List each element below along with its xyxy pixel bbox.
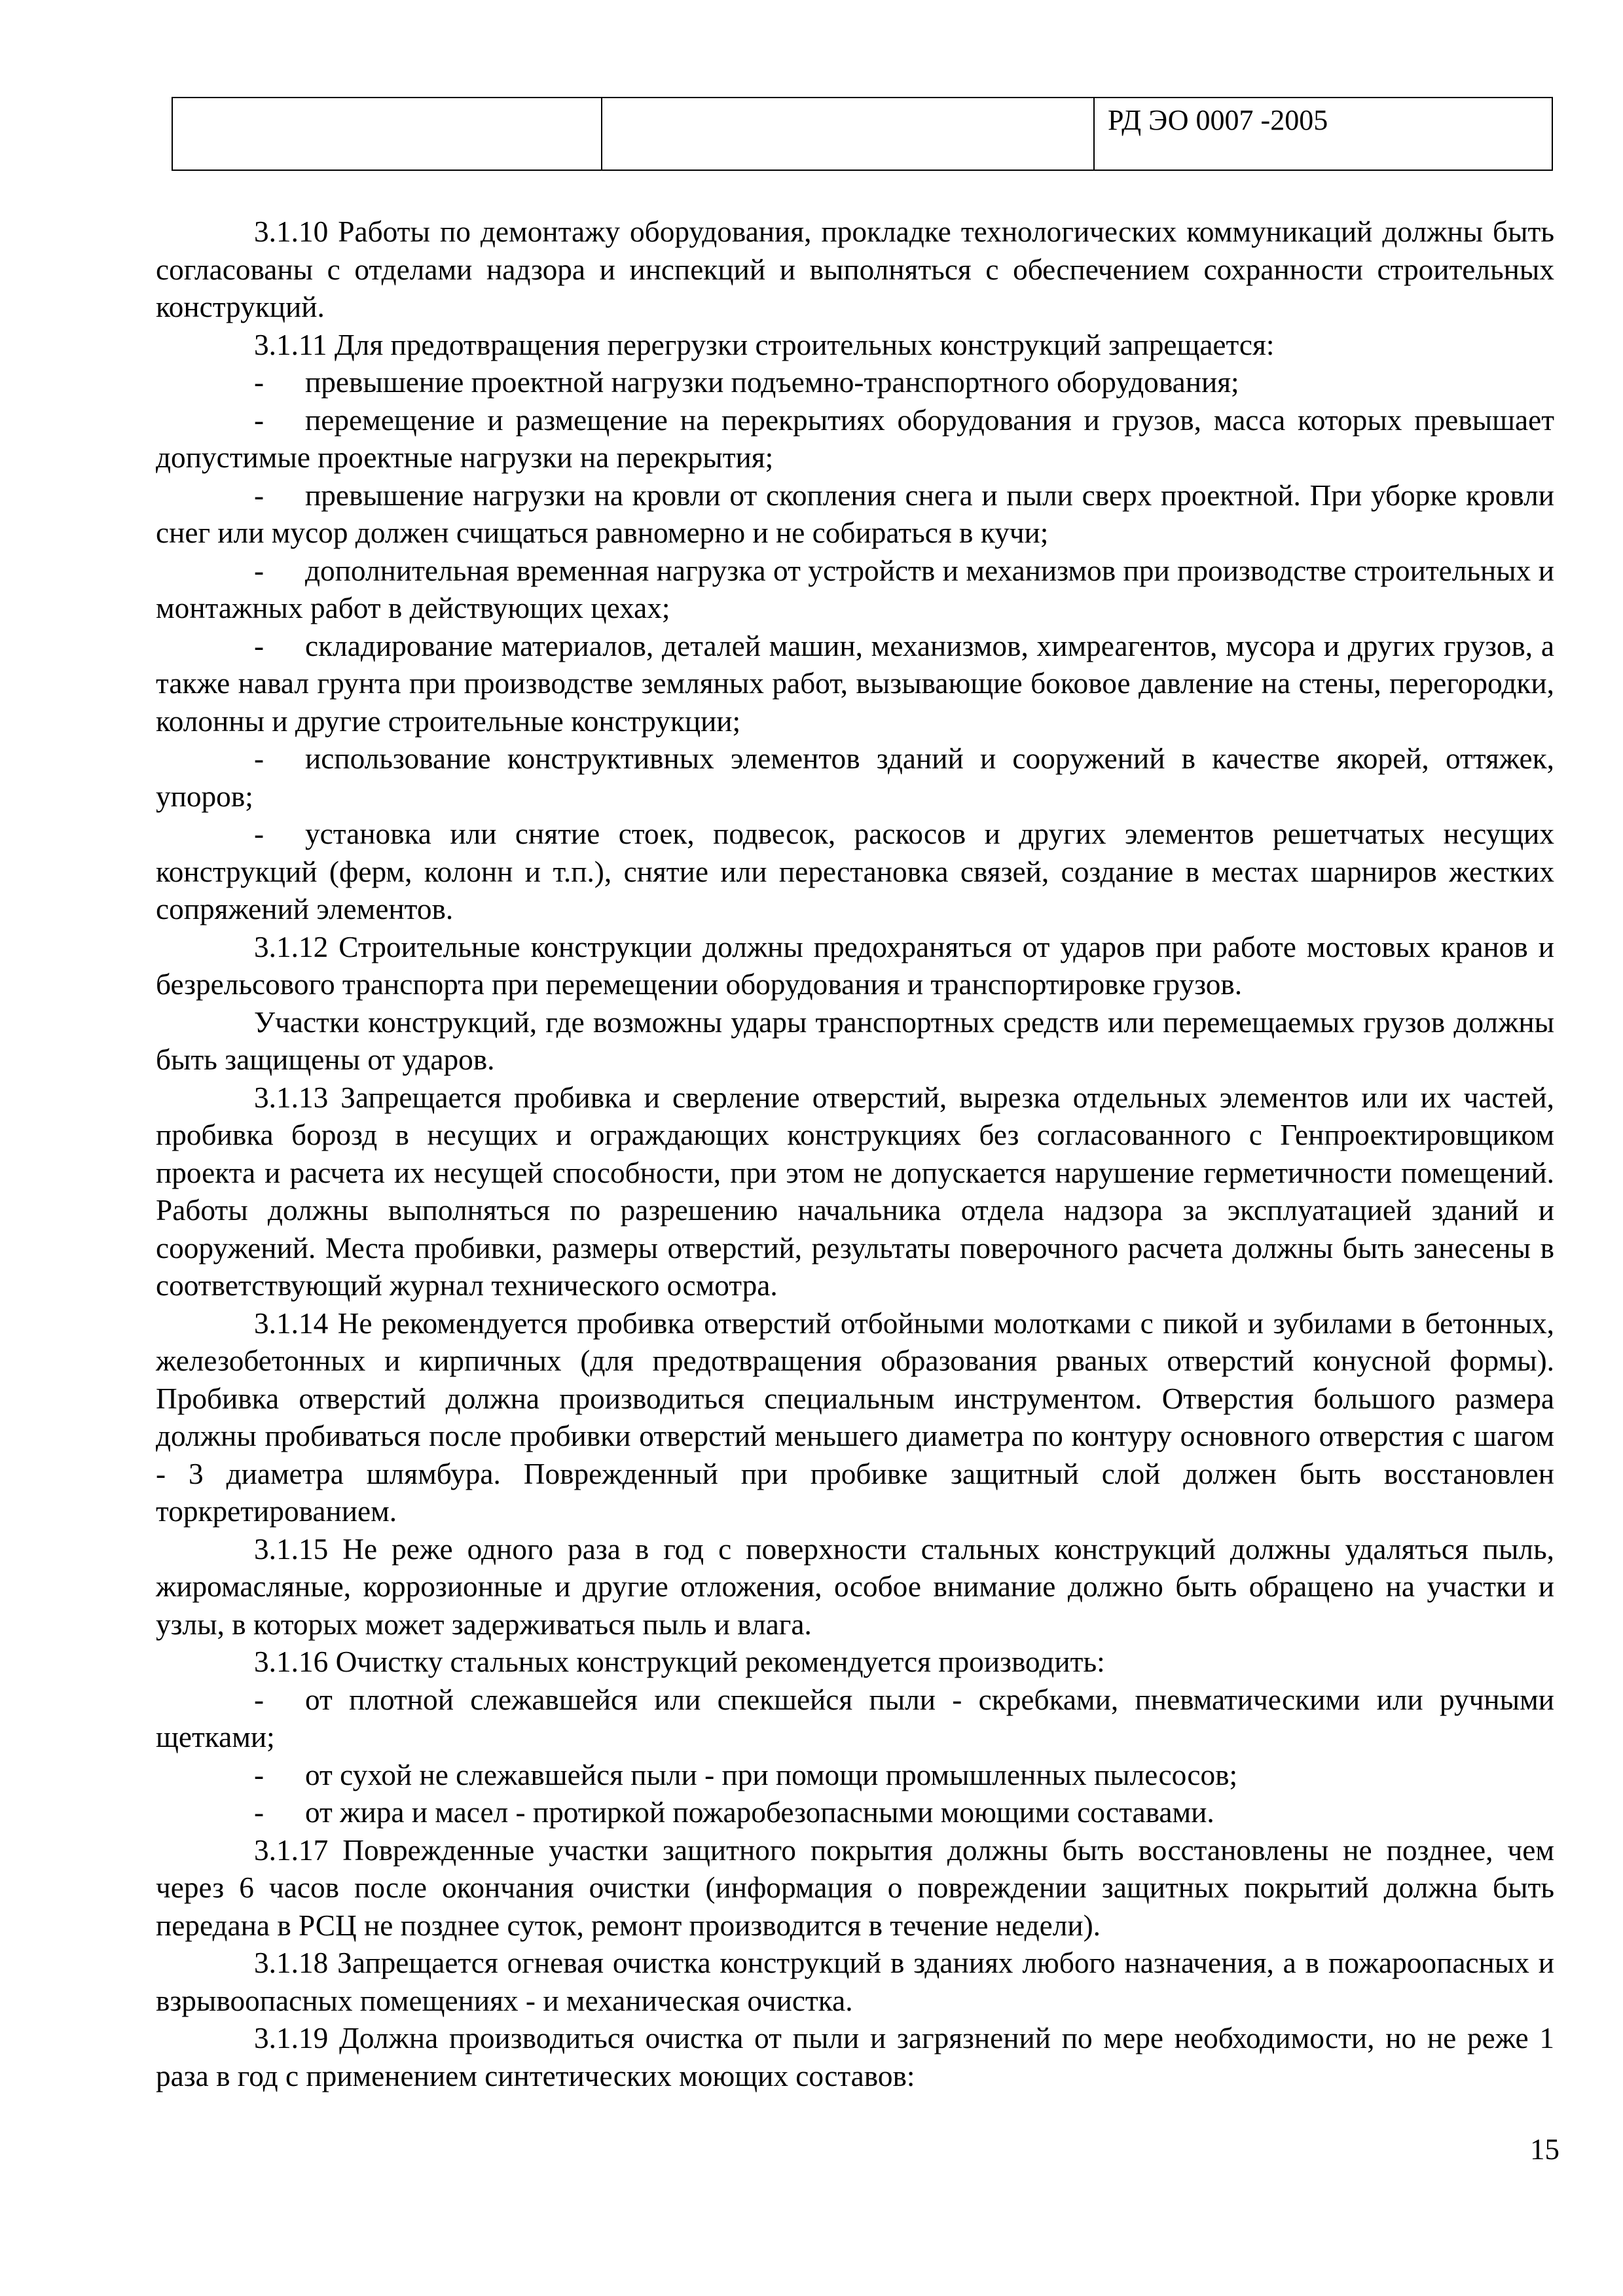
page-number: 15 — [1530, 2133, 1559, 2166]
header-cell-empty-1 — [172, 98, 602, 170]
list-dash: - — [254, 1683, 264, 1716]
list-dash: - — [254, 1796, 264, 1829]
paragraph: 3.1.18 Запрещается огневая очистка конструкций в зданиях любого назначения, а в пожароопасных и взрывоопасных помещениях - и механическая очистка. — [156, 1946, 1554, 2017]
list-item — [156, 628, 1554, 741]
list-item-text: установка или снятие стоек, подвесок, раскосов и других элементов решетчатых несущих конструкций (ферм, колонн и т.п.), снятие или перестановка связей, создание в местах шарниров жестких сопряжений элементов. — [156, 817, 1554, 925]
list-dash: - — [254, 403, 264, 437]
paragraph: 3.1.10 Работы по демонтажу оборудования, прокладке технологических коммуникаций должны быть согласованы с отделами надзора и инспекций и выполняться с обеспечением сохранности строительных конструкций. — [156, 215, 1554, 323]
list-item — [156, 740, 1554, 816]
header-row — [172, 98, 1552, 170]
list-dash: - — [254, 478, 264, 512]
paragraph: 3.1.14 Не рекомендуется пробивка отверстий отбойными молотками с пикой и зубилами в бетонных, железобетонных и кирпичных (для предотвращения образования рваных отверстий конусной формы). Пробивка отверстий должна производиться специальным инструментом. Отверстия большого размера должны пробиваться после пробивки отверстий меньшего диаметра по контуру основного отверстия с шагом - 3 диаметра шлямбура. Поврежденный при пробивке защитный слой должен быть восстановлен торкретированием. — [156, 1306, 1554, 1528]
list-item — [156, 477, 1554, 552]
paragraph: Участки конструкций, где возможны удары транспортных средств или перемещаемых грузов должны быть защищены от ударов. — [156, 1005, 1554, 1076]
list-item-text: от плотной слежавшейся или спекшейся пыли - скребками, пневматическими или ручными щетками; — [156, 1683, 1554, 1753]
list-dash: - — [254, 817, 264, 850]
list-dash: - — [254, 554, 264, 587]
list-item-text: от жира и масел - протиркой пожаробезопасными моющими составами. — [305, 1796, 1214, 1829]
list-item — [156, 816, 1554, 929]
header-cell-empty-2 — [602, 98, 1094, 170]
list-dash: - — [254, 366, 264, 399]
paragraph: 3.1.17 Поврежденные участки защитного покрытия должны быть восстановлены не позднее, чем через 6 часов после окончания очистки (информация о повреждении защитных покрытий должна быть передана в РСЦ не позднее суток, ремонт производится в течение недели). — [156, 1833, 1554, 1942]
list-dash: - — [254, 1758, 264, 1791]
header-table — [172, 97, 1553, 171]
paragraph: 3.1.15 Не реже одного раза в год с поверхности стальных конструкций должны удаляться пыль, жиромасляные, коррозионные и другие отложения, особое внимание должно быть обращено на участки и узлы, в которых может задерживаться пыль и влага. — [156, 1532, 1554, 1641]
document-code: РД ЭО 0007 -2005 — [1094, 98, 1552, 170]
list-dash: - — [254, 742, 264, 775]
list-item-text: перемещение и размещение на перекрытиях оборудования и грузов, масса которых превышает допустимые проектные нагрузки на перекрытия; — [156, 403, 1554, 474]
list-item — [156, 1681, 1554, 1757]
paragraph: 3.1.11 Для предотвращения перегрузки строительных конструкций запрещается: — [254, 328, 1275, 361]
paragraph: 3.1.19 Должна производиться очистка от пыли и загрязнений по мере необходимости, но не реже 1 раза в год с применением синтетических моющих составов: — [156, 2022, 1554, 2092]
list-dash: - — [254, 629, 264, 662]
list-item-text: превышение проектной нагрузки подъемно-транспортного оборудования; — [305, 366, 1239, 399]
list-item-text: превышение нагрузки на кровли от скопления снега и пыли сверх проектной. При уборке кровли снег или мусор должен счищаться равномерно и не собираться в кучи; — [156, 478, 1554, 549]
list-item-text: дополнительная временная нагрузка от устройств и механизмов при производстве строительных и монтажных работ в действующих цехах; — [156, 554, 1554, 624]
list-item — [156, 1794, 1554, 1832]
paragraph: 3.1.13 Запрещается пробивка и сверление отверстий, вырезка отдельных элементов или их частей, пробивка борозд в несущих и ограждающих конструкциях без согласованного с Генпроектировщиком проекта и расчета их несущей способности, при этом не допускается нарушение герметичности помещений. Работы должны выполняться по разрешению начальника отдела надзора за эксплуатацией зданий и сооружений. Места пробивки, размеры отверстий, результаты поверочного расчета должны быть занесены в соответствующий журнал технического осмотра. — [156, 1081, 1554, 1302]
list-item — [156, 402, 1554, 477]
list-item-text: от сухой не слежавшейся пыли - при помощи промышленных пылесосов; — [305, 1758, 1238, 1791]
paragraph: 3.1.16 Очистку стальных конструкций рекомендуется производить: — [254, 1645, 1105, 1678]
list-item-text: использование конструктивных элементов зданий и сооружений в качестве якорей, оттяжек, упоров; — [156, 742, 1554, 813]
paragraph: 3.1.12 Строительные конструкции должны предохраняться от ударов при работе мостовых кранов и безрельсового транспорта при перемещении оборудования и транспортировке грузов. — [156, 930, 1554, 1001]
list-item — [156, 1757, 1554, 1795]
list-item — [156, 552, 1554, 628]
list-item-text: складирование материалов, деталей машин, механизмов, химреагентов, мусора и других грузов, а также навал грунта при производстве земляных работ, вызывающие боковое давление на стены, перегородки, колонны и другие строительные конструкции; — [156, 629, 1554, 738]
list-item — [156, 364, 1554, 402]
document-body — [156, 213, 1554, 2095]
